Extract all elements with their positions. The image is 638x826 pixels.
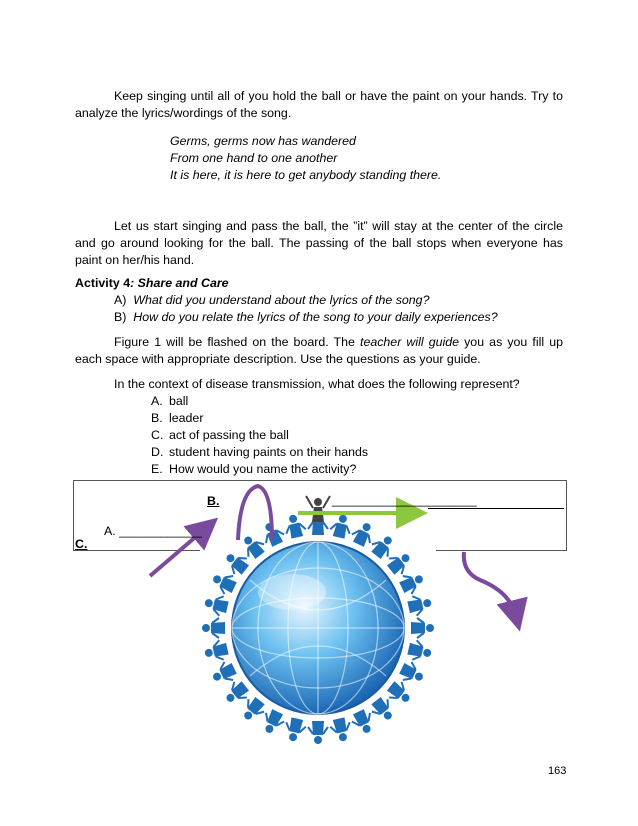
item-letter: A. <box>151 394 163 408</box>
person-figure-icon <box>203 592 230 617</box>
person-figure-icon <box>406 592 433 617</box>
text-run: you as you fill up each space with appropriate description. Use the questions as your guide. <box>75 335 563 366</box>
person-figure-icon <box>202 618 225 638</box>
person-figure-icon <box>329 716 354 743</box>
person-figure-icon <box>238 694 268 724</box>
activity-title: : Share and Care <box>130 276 229 290</box>
question-letter: A) <box>114 293 127 307</box>
question-text: What did you understand about the lyrics of the song? <box>133 293 430 307</box>
item-letter: E. <box>151 462 163 476</box>
person-figure-icon <box>406 639 433 664</box>
figure-label-b: B. <box>207 494 220 508</box>
figure-blank-line <box>428 508 564 509</box>
lyric-line-3: It is here, it is here to get anybody standing there. <box>170 168 442 182</box>
item-text: ball <box>169 394 189 408</box>
person-figure-icon <box>368 694 398 724</box>
person-figure-icon <box>221 678 251 708</box>
activity-label: Activity 4 <box>75 276 131 290</box>
item-text: leader <box>169 411 204 425</box>
person-figure-icon <box>384 678 414 708</box>
question-text: How do you relate the lyrics of the song to your daily experiences? <box>133 310 498 324</box>
pointer-arrow-right <box>464 552 516 616</box>
item-text: How would you name the activity? <box>169 462 357 476</box>
item-letter: B. <box>151 411 163 425</box>
text-run-italic: teacher will guide <box>360 335 460 349</box>
intro-paragraph: Keep singing until all of you hold the ball or have the paint on your hands. Try to analyze the lyrics/wordings of the song. <box>75 89 563 120</box>
question-letter: B) <box>114 310 127 324</box>
item-text: act of passing the ball <box>169 428 289 442</box>
item-letter: C. <box>151 428 164 442</box>
globe-icon <box>232 542 404 714</box>
figure-label-c: C. <box>75 537 88 551</box>
lyric-line-2: From one hand to one another <box>170 151 338 165</box>
person-figure-icon <box>203 639 230 664</box>
person-figure-icon <box>411 618 434 638</box>
person-figure-icon <box>282 716 307 743</box>
text-run: Figure 1 will be flashed on the board. The <box>114 335 360 349</box>
figure-label-a: A. ____________ <box>104 524 202 538</box>
person-figure-icon <box>308 721 328 744</box>
leader-figure-icon <box>306 496 330 522</box>
instructions-paragraph: Let us start singing and pass the ball, the ”it” will stay at the center of the circle and go around looking for the ball. The passing of the ball stops when everyone has paint on her/his hand. <box>75 219 563 267</box>
item-letter: D. <box>151 445 164 459</box>
item-text: student having paints on their hands <box>169 445 369 459</box>
lyric-line-1: Germs, germs now has wandered <box>170 134 356 148</box>
page-number: 163 <box>548 765 567 777</box>
context-question: In the context of disease transmission, what does the following represent? <box>114 377 520 391</box>
figure-blank-b: _____________________ <box>332 493 477 507</box>
